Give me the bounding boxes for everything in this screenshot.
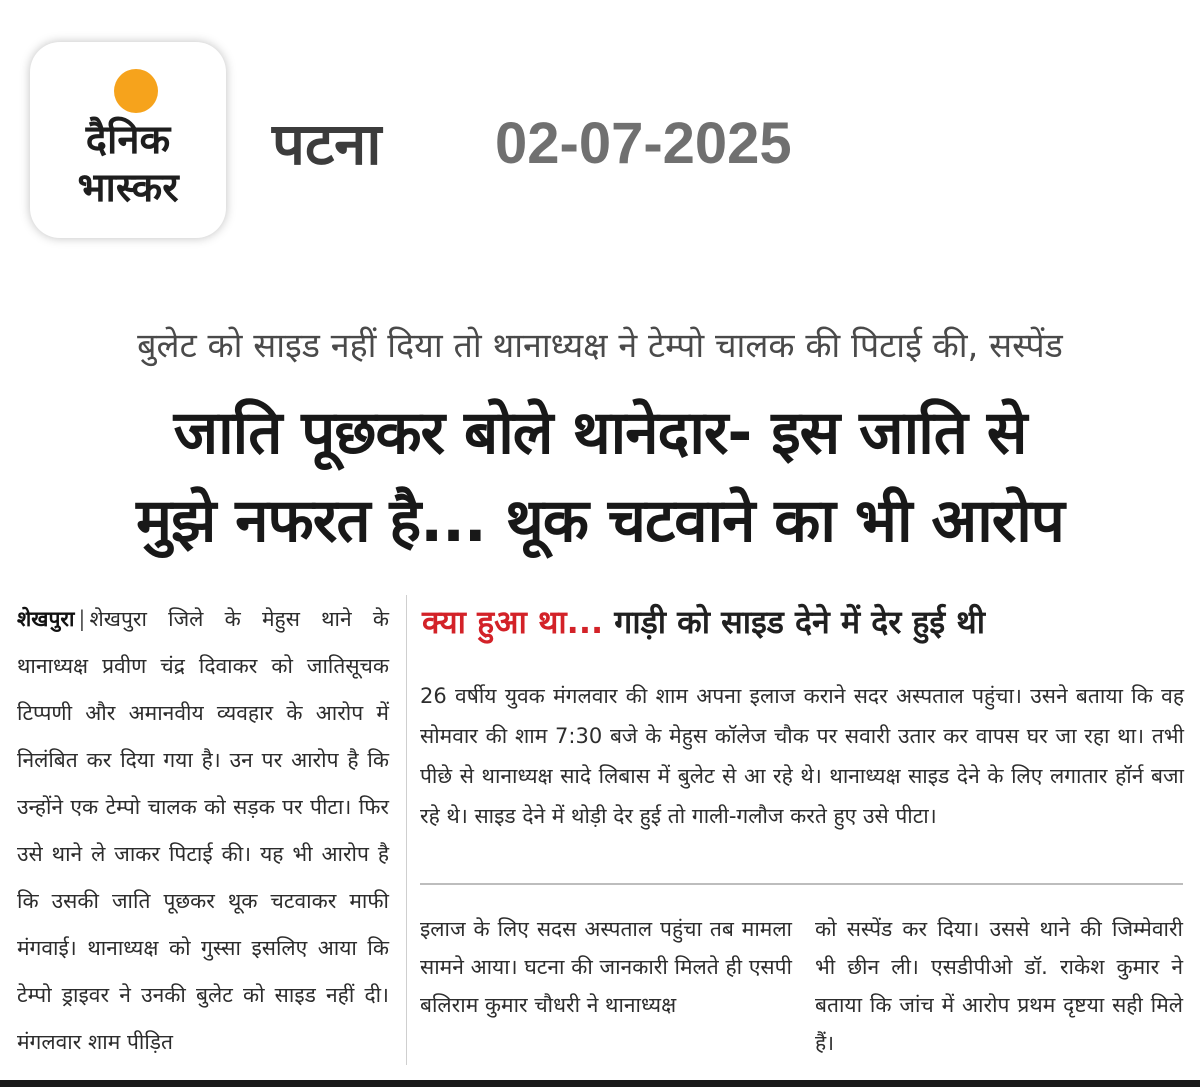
column-divider: [406, 595, 407, 1065]
box-label: क्या हुआ था...: [422, 603, 604, 641]
article-kicker: बुलेट को साइड नहीं दिया तो थानाध्यक्ष ने टेम्पो चालक की पिटाई की, सस्पेंड: [137, 326, 1063, 366]
logo-text-line1: दैनिक: [85, 117, 171, 163]
dateline: शेखपुरा: [17, 607, 75, 631]
dainik-bhaskar-logo: [30, 42, 226, 238]
page-bottom-edge: [0, 1080, 1200, 1087]
headline-line1: जाति पूछकर बोले थानेदार- इस जाति से: [173, 398, 1027, 468]
logo-text-line2: भास्कर: [77, 165, 179, 211]
edition-city: पटना: [272, 110, 382, 178]
box-title: गाड़ी को साइड देने में देर हुई थी: [614, 603, 986, 641]
left-column-text: शेखपुरा जिले के मेहुस थाने के थानाध्यक्ष प्रवीण चंद्र दिवाकर को जातिसूचक टिप्पणी और अमानवीय व्यवहार के आरोप में निलंबित कर दिया गया है। उन पर आरोप है कि उन्होंने एक टेम्पो चालक को सड़क पर पीटा। फिर उसे थाने ले जाकर पिटाई की। यह भी आरोप है कि उसकी जाति पूछकर थूक चटवाकर माफी मंगवाई। थानाध्यक्ष को गुस्सा इसलिए आया कि टेम्पो ड्राइवर ने उनकी बुलेट को साइड नहीं दी। मंगलवार शाम पीड़ित: [17, 607, 389, 1054]
box-heading: [422, 596, 985, 648]
right-column: को सस्पेंड कर दिया। उससे थाने की जिम्मेवारी भी छीन ली। एसडीपीओ डॉ. राकेश कुमार ने बताया कि जांच में आरोप प्रथम दृष्टया सही मिले हैं।: [815, 917, 1183, 1055]
box-divider: [420, 883, 1183, 885]
left-column: [17, 596, 389, 1066]
headline-line2: मुझे नफरत है... थूक चटवाने का भी आरोप: [136, 486, 1064, 556]
sun-logo-icon: [114, 69, 158, 113]
edition-date: 02-07-2025: [495, 111, 792, 176]
box-text: 26 वर्षीय युवक मंगलवार की शाम अपना इलाज कराने सदर अस्पताल पहुंचा। उसने बताया कि वह सोमवार की शाम 7:30 बजे के मेहुस कॉलेज चौक पर सवारी उतार कर वापस घर जा रहा था। तभी पीछे से थानाध्यक्ष सादे लिबास में बुलेट से आ रहे थे। थानाध्यक्ष साइड देने के लिए लगातार हॉर्न बजा रहे थे। साइड देने में थोड़ी देर हुई तो गाली-गलौज करते हुए उसे पीटा।: [420, 684, 1184, 828]
middle-column: इलाज के लिए सदस अस्पताल पहुंचा तब मामला सामने आया। घटना की जानकारी मिलते ही एसपी बलिराम कुमार चौधरी ने थानाध्यक्ष: [420, 917, 792, 1017]
dateline-separator: |: [78, 607, 86, 631]
